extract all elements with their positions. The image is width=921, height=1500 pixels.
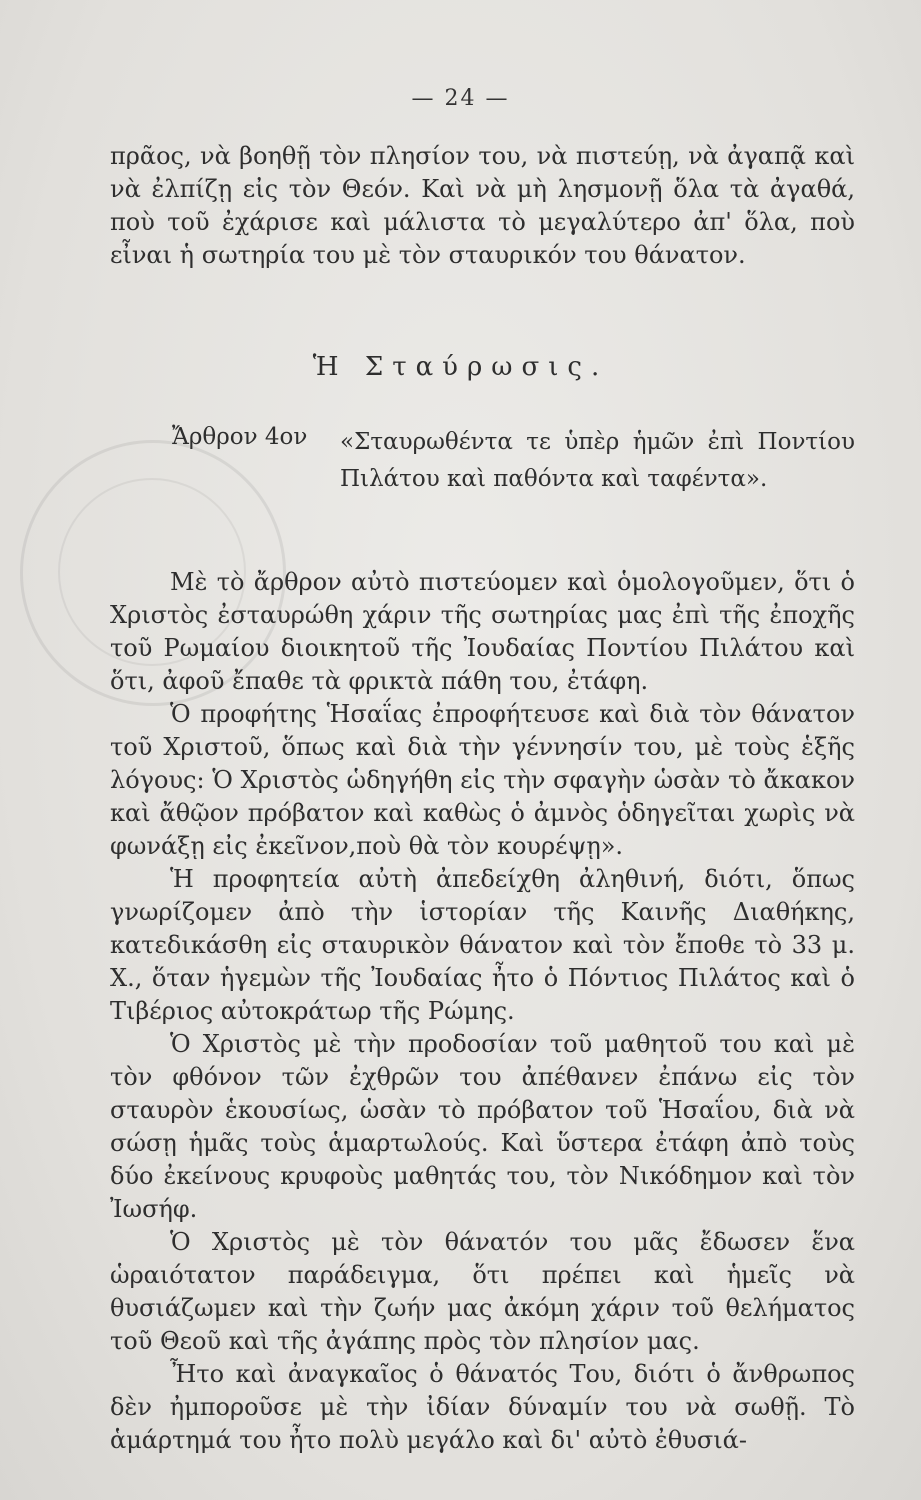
body-paragraph-4: Ὁ Χριστὸς μὲ τὴν προδοσίαν τοῦ μαθητοῦ του καὶ μὲ τὸν φθόνον τῶν ἐχθρῶν του ἀπέθανεν ἐπάνω εἰς τὸν σταυρὸν ἑκουσίως, ὡσὰν τὸ πρόβατον τοῦ Ἡσαΐου, διὰ νὰ σώσῃ ἡμᾶς τοὺς ἁμαρτωλούς. Καὶ ὕστερα ἐτάφη ἀπὸ τοὺς δύο ἐκείνους κρυφοὺς μαθητάς του, τὸν Νικόδημον καὶ τὸν Ἰωσήφ. [110,1030,855,1223]
body-paragraph-6: Ἦτο καὶ ἀναγκαῖος ὁ θάνατός Του, διότι ὁ ἄνθρωπος δὲν ἠμποροῦσε μὲ τὴν ἰδίαν δύναμίν του νὰ σωθῇ. Τὸ ἁμάρτημά του ἦτο πολὺ μεγάλο καὶ δι' αὐτὸ ἐθυσιά- [110,1360,855,1454]
article-quote: «Σταυρωθέντα τε ὑπὲρ ἡμῶν ἐπὶ Ποντίου Πιλάτου καὶ παθόντα καὶ ταφέντα». [340,429,855,492]
intro-paragraph: πρᾶος, νὰ βοηθῇ τὸν πλησίον του, νὰ πιστεύῃ, νὰ ἀγαπᾷ καὶ νὰ ἐλπίζῃ εἰς τὸν Θεόν. Καὶ νὰ μὴ λησμονῇ ὅλα τὰ ἀγαθά, ποὺ τοῦ ἐχάρισε καὶ μάλιστα τὸ μεγαλύτερο ἀπ' ὅλα, ποὺ εἶναι ἡ σωτηρία του μὲ τὸν σταυρικόν του θάνατον. [110,142,855,269]
body-text-block [110,566,855,1457]
page-number: — 24 — [411,86,510,111]
body-paragraph-2: Ὁ προφήτης Ἡσαΐας ἐπροφήτευσε καὶ διὰ τὸν θάνατον τοῦ Χριστοῦ, ὅπως καὶ διὰ τὴν γέννησίν του, μὲ τοὺς ἑξῆς λόγους: Ὁ Χριστὸς ὡδηγήθη εἰς τὴν σφαγὴν ὡσὰν τὸ ἄκακον καὶ ἄθῷον πρόβατον καὶ καθὼς ὁ ἀμνὸς ὁδηγεῖται χωρὶς νὰ φωνάξῃ εἰς ἐκεῖνον,ποὺ θὰ τὸν κουρέψῃ». [110,700,855,860]
body-paragraph-3: Ἡ προφητεία αὐτὴ ἀπεδείχθη ἀληθινή, διότι, ὅπως γνωρίζομεν ἀπὸ τὴν ἱστορίαν τῆς Καινῆς Διαθήκης, κατεδικάσθη εἰς σταυρικὸν θάνατον καὶ τὸν ἔποθε τὸ 33 μ. Χ., ὅταν ἡγεμὼν τῆς Ἰουδαίας ἦτο ὁ Πόντιος Πιλάτος καὶ ὁ Τιβέριος αὐτοκράτωρ τῆς Ρώμης. [110,865,855,1025]
article-label: Ἄρθρον 4ον [172,424,308,450]
intro-text-block [110,140,855,272]
body-paragraph-5: Ὁ Χριστὸς μὲ τὸν θάνατόν του μᾶς ἔδωσεν ἕνα ὡραιότατον παράδειγμα, ὅτι πρέπει καὶ ἡμεῖς νὰ θυσιάζωμεν καὶ τὴν ζωήν μας ἀκόμη χάριν τοῦ θελήματος τοῦ Θεοῦ καὶ τῆς ἀγάπης πρὸς τὸν πλησίον μας. [110,1228,855,1355]
body-paragraph-1: Μὲ τὸ ἄρθρον αὐτὸ πιστεύομεν καὶ ὁμολογοῦμεν, ὅτι ὁ Χριστὸς ἐσταυρώθη χάριν τῆς σωτηρίας μας ἐπὶ τῆς ἐποχῆς τοῦ Ρωμαίου διοικητοῦ τῆς Ἰουδαίας Ποντίου Πιλάτου καὶ ὅτι, ἀφοῦ ἔπαθε τὰ φρικτὰ πάθη του, ἐτάφη. [110,568,855,695]
section-heading: Ἡ Σταύρωσις. [312,352,609,382]
